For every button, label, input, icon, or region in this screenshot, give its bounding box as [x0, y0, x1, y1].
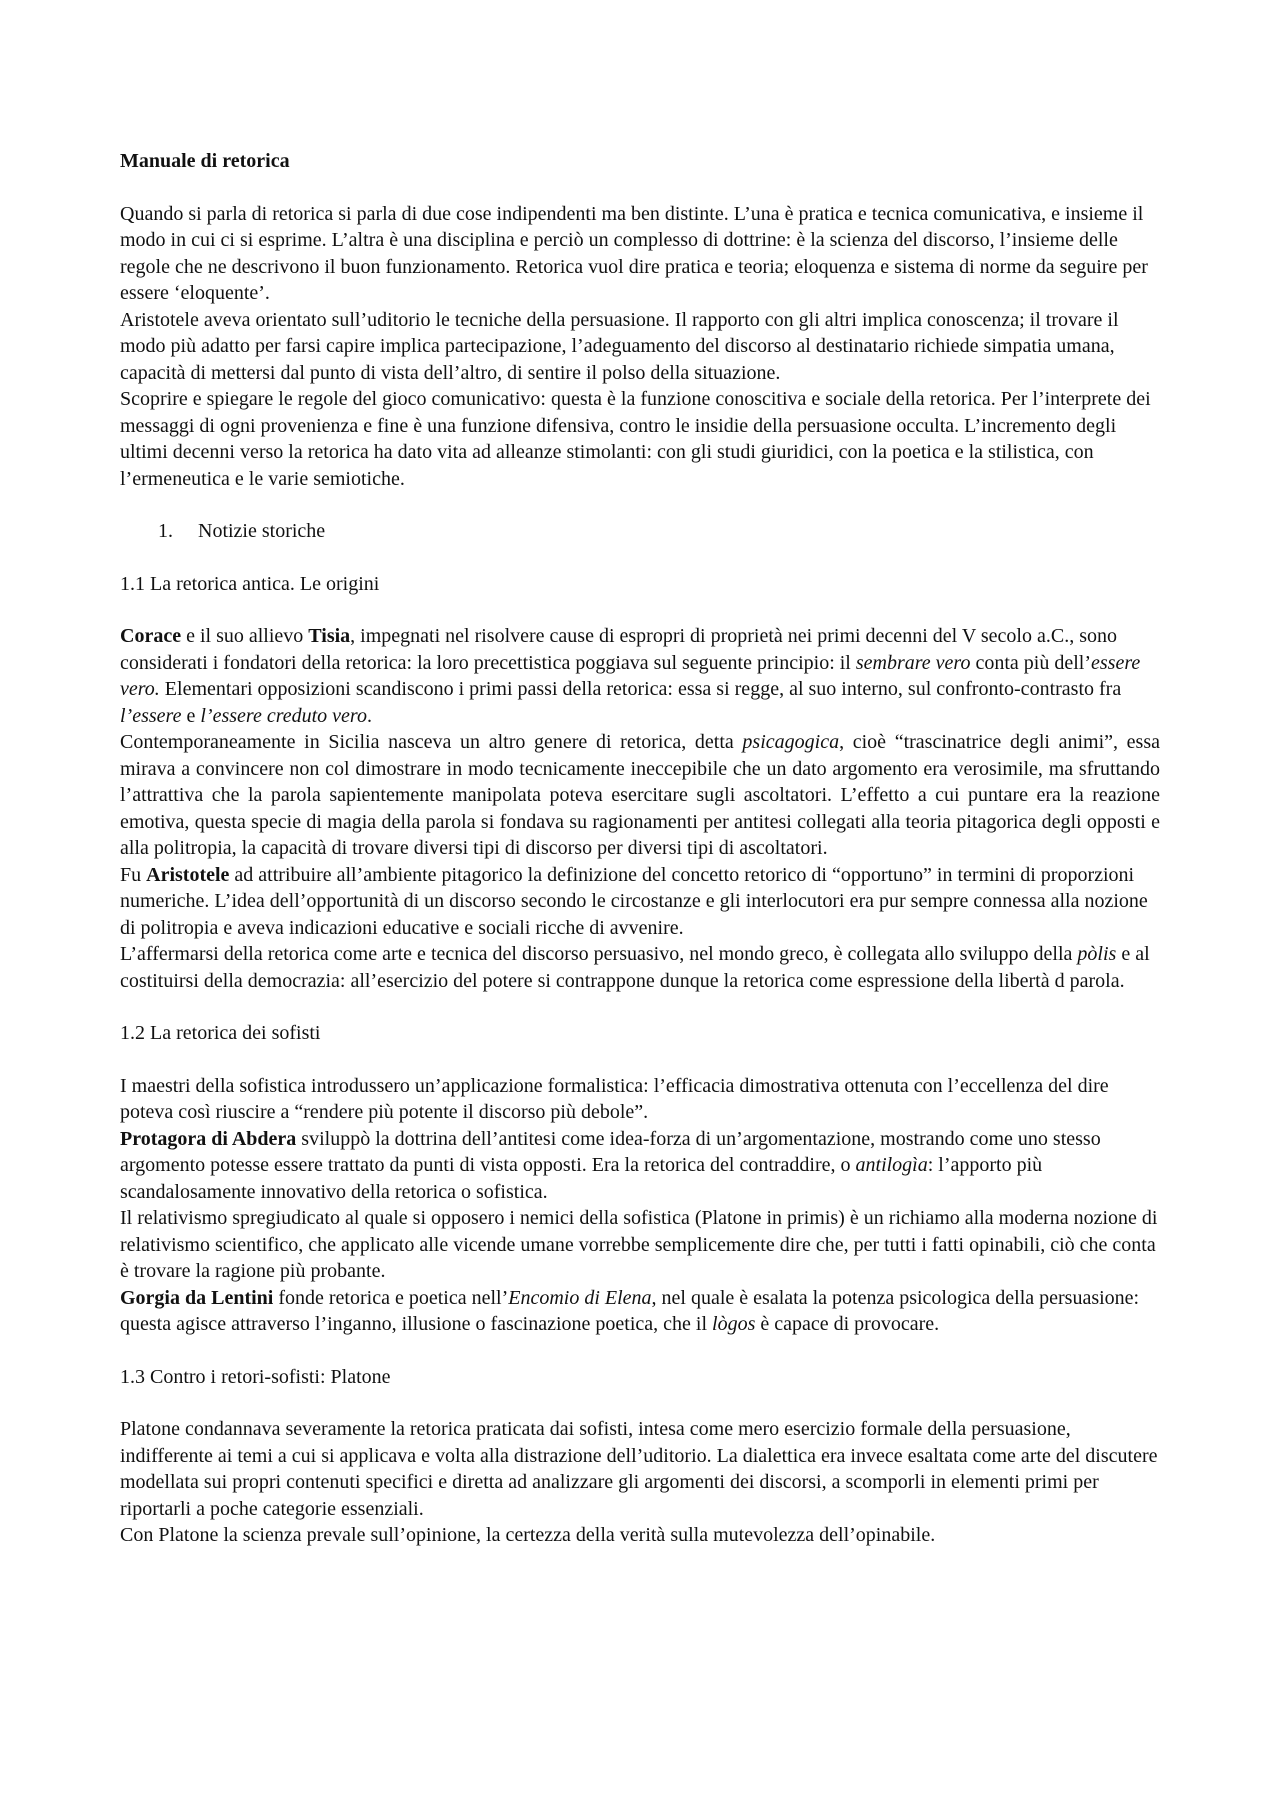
section-1-3-body	[120, 1416, 1160, 1549]
emphasis-essere: l’essere	[120, 704, 182, 727]
emphasis-polis: pòlis	[1077, 943, 1117, 965]
text-run: Elementari opposizioni scandiscono i primi passi della retorica: essa si regge, al suo interno, sul confronto-contrasto fra	[159, 678, 1122, 700]
text-run: Fu	[120, 863, 147, 886]
section-1-1-body	[120, 623, 1160, 994]
text-run: e	[181, 704, 201, 727]
section-1-1-paragraph-2	[120, 729, 1160, 862]
emphasis-sembrare-vero: sembrare vero	[855, 651, 971, 674]
intro-paragraph-3: Scoprire e spiegare le regole del gioco comunicativo: questa è la funzione conoscitiva e sociale della retorica. Per l’interprete dei messaggi di ogni provenienza e fine è una funzione difensiva, contro le insidie della persuasione occulta. L’incremento degli ultimi decenni verso la retorica ha dato vita ad alleanze stimolanti: con gli studi giuridici, con la poetica e la stilistica, con l’ermeneutica e le varie semiotiche.	[120, 388, 1151, 490]
intro-paragraph-2: Aristotele aveva orientato sull’uditorio le tecniche della persuasione. Il rapporto con gli altri implica conoscenza; il trovare il modo più adatto per farsi capire implica partecipazione, l’adeguamento del discorso al destinatario richiede simpatia umana, capacità di mettersi dal punto di vista dell’altro, di sentire il polso della situazione.	[120, 308, 1119, 384]
emphasis-essere-vero: essere vero.	[120, 651, 1141, 700]
section-1-2-paragraph-4	[120, 1285, 1160, 1338]
section-1-3-paragraph-2: Con Platone la scienza prevale sull’opinione, la certezza della verità sulla mutevolezza dell’opinabile.	[120, 1524, 936, 1546]
section-1-1-heading: 1.1 La retorica antica. Le origini	[120, 572, 380, 595]
text-run: sviluppò la dottrina dell’antitesi come idea-forza di un’argomentazione, mostrando come uno stesso argomento potesse essere trattato da punti di vista opposti. Era la retorica del contraddire, o	[120, 1127, 1101, 1176]
text-run: fonde retorica e poetica nell’	[273, 1286, 509, 1309]
emphasis-logos: lògos	[712, 1313, 756, 1335]
emphasis-antilogia: antilogìa	[855, 1154, 928, 1176]
text-run: conta più dell’	[970, 651, 1091, 674]
section-1-number: 1.	[158, 520, 173, 542]
text-run: .	[366, 704, 372, 727]
intro-paragraph-1: Quando si parla di retorica si parla di due cose indipendenti ma ben distinte. L’una è pratica e tecnica comunicativa, e insieme il modo in cui ci si esprime. L’altra è una disciplina e perciò un complesso di dottrine: è la scienza del discorso, l’insieme delle regole che ne descrivono il buon funzionamento. Retorica vuol dire pratica e teoria; eloquenza e sistema di norme da seguire per essere ‘eloquente’.	[120, 202, 1148, 304]
name-gorgia: Gorgia da Lentini	[120, 1286, 274, 1309]
name-corace: Corace	[120, 625, 182, 647]
emphasis-essere-creduto-vero: l’essere creduto vero	[200, 704, 367, 727]
document-page	[120, 148, 1160, 1549]
text-run: , nel quale è esalata la potenza psicologica della persuasione: questa agisce attraverso l’inganno, illusione o fascinazione poetica, che il	[120, 1286, 1140, 1335]
text-run: è capace di provocare.	[755, 1313, 940, 1335]
section-1-2-paragraph-1: I maestri della sofistica introdussero un’applicazione formalistica: l’efficacia dimostrativa ottenuta con l’eccellenza del dire poteva così riuscire a “rendere più potente il discorso più debole”.	[120, 1074, 1109, 1123]
section-1-3-paragraph-1: Platone condannava severamente la retorica praticata dai sofisti, intesa come mero esercizio formale della persuasione, indifferente ai temi a cui si applicava e volta alla distrazione dell’uditorio. La dialettica era invece esaltata come arte del discutere modellata sui propri contenuti specifici e diretta ad analizzare gli argomenti dei discorsi, a scomporli in elementi primi per riportarli a poche categorie essenziali.	[120, 1418, 1158, 1520]
text-run: e il suo allievo	[181, 625, 309, 647]
emphasis-psicagogica: psicagogica	[742, 731, 840, 753]
text-run: ad attribuire all’ambiente pitagorico la definizione del concetto retorico di “opportuno” in termini di proporzioni numeriche. L’idea dell’opportunità di un discorso secondo le circostanze e gli interlocutori era pur sempre connessa alla nozione di politropia e aveva indicazioni educative e sociali ricche di avvenire.	[120, 863, 1148, 939]
intro-section	[120, 201, 1160, 493]
text-run: e al costituirsi della democrazia: all’esercizio del potere si contrappone dunque la retorica come espressione della libertà d parola.	[120, 943, 1150, 992]
emphasis-encomio-di-elena: Encomio di Elena	[508, 1286, 652, 1309]
section-1-heading	[120, 518, 1160, 545]
text-run: Contemporaneamente in Sicilia nasceva un altro genere di retorica, detta	[120, 731, 743, 753]
section-1-2-paragraph-2	[120, 1126, 1160, 1206]
section-1-1-paragraph-3	[120, 862, 1160, 942]
section-1-1-paragraph-4	[120, 941, 1160, 994]
section-1-1-paragraph-1	[120, 623, 1160, 729]
text-run: , cioè “trascinatrice degli animi”, essa mirava a convincere non col dimostrare in modo tecnicamente ineccepibile che un dato argomento era verosimile, ma sfruttando l’attrattiva che la parola sapientemente manipolata poteva esercitare sugli ascoltatori. L’effetto a cui puntare era la reazione emotiva, questa specie di magia della parola si fondava su ragionamenti per antitesi collegati alla teoria pitagorica degli opposti e alla politropia, la capacità di trovare diversi tipi di discorso per diversi tipi di ascoltatori.	[120, 731, 1160, 859]
section-1-3-heading: 1.3 Contro i retori-sofisti: Platone	[120, 1365, 391, 1388]
section-1-title: Notizie storiche	[198, 520, 326, 542]
text-run: L’affermarsi della retorica come arte e tecnica del discorso persuasivo, nel mondo greco, è collegata allo sviluppo della	[120, 943, 1078, 965]
name-aristotele: Aristotele	[146, 863, 230, 886]
section-1-2-heading: 1.2 La retorica dei sofisti	[120, 1022, 321, 1044]
document-title: Manuale di retorica	[120, 150, 290, 172]
text-run: : l’apporto più scandalosamente innovativo della retorica o sofistica.	[120, 1154, 1043, 1203]
section-1-2-body	[120, 1073, 1160, 1338]
text-run: , impegnati nel risolvere cause di espropri di proprietà nei primi decenni del V secolo a.C., sono considerati i fondatori della retorica: la loro precettistica poggiava sul seguente principio: il	[120, 625, 1117, 674]
name-tisia: Tisia	[308, 625, 351, 647]
name-protagora: Protagora di Abdera	[120, 1127, 297, 1150]
section-1-2-paragraph-3: Il relativismo spregiudicato al quale si opposero i nemici della sofistica (Platone in primis) è un richiamo alla moderna nozione di relativismo scientifico, che applicato alle vicende umane vorrebbe semplicemente dire che, per tutti i fatti opinabili, ciò che conta è trovare la ragione più probante.	[120, 1207, 1158, 1282]
